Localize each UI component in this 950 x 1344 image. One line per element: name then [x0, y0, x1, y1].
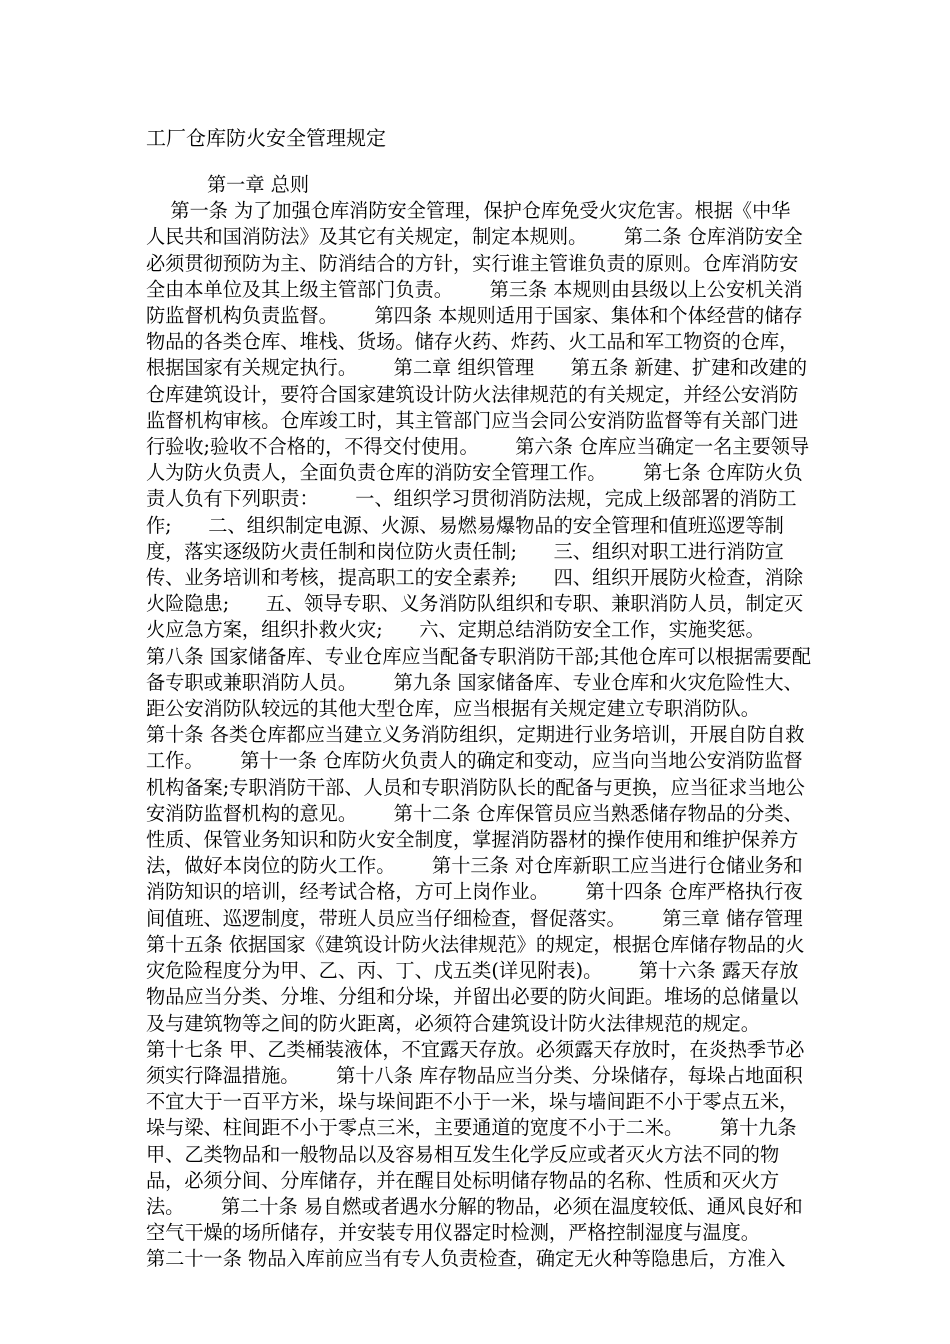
text-line: 人为防火负责人，全面负责仓库的消防安全管理工作。 第七条 仓库防火负	[146, 461, 803, 485]
text-line: 行验收;验收不合格的，不得交付使用。 第六条 仓库应当确定一名主要领导	[146, 435, 810, 459]
text-line: 物品的各类仓库、堆栈、货场。储存火药、炸药、火工品和军工物资的仓库，	[146, 330, 799, 354]
document-body	[146, 172, 811, 1273]
text-line: 必须贯彻预防为主、防消结合的方针，实行谁主管谁负责的原则。仓库消防安	[146, 251, 799, 275]
text-line: 第十五条 依据国家《建筑设计防火法律规范》的规定，根据仓库储存物品的火	[146, 932, 805, 956]
text-line: 传、业务培训和考核，提高职工的安全素养; 四、组织开展防火检查，消除	[146, 566, 804, 590]
text-line: 作; 二、组织制定电源、火源、易燃易爆物品的安全管理和值班巡逻等制	[146, 513, 784, 537]
text-line: 火应急方案，组织扑救火灾; 六、定期总结消防安全工作，实施奖惩。	[146, 618, 765, 642]
text-line: 消防知识的培训，经考试合格，方可上岗作业。 第十四条 仓库严格执行夜	[146, 880, 803, 904]
text-line: 须实行降温措施。 第十八条 库存物品应当分类、分垛储存，每垛占地面积	[146, 1063, 803, 1087]
text-line: 备专职或兼职消防人员。 第九条 国家储备库、专业仓库和火灾危险性大、	[146, 670, 803, 694]
text-line: 度，落实逐级防火责任制和岗位防火责任制; 三、组织对职工进行消防宣	[146, 539, 784, 563]
text-line: 人民共和国消防法》及其它有关规定，制定本规则。 第二条 仓库消防安全	[146, 225, 803, 249]
text-line: 全由本单位及其上级主管部门负责。 第三条 本规则由县级以上公安机关消	[146, 277, 803, 301]
text-line: 根据国家有关规定执行。 第二章 组织管理 第五条 新建、扩建和改建的	[146, 356, 808, 380]
text-line: 机构备案;专职消防干部、人员和专职消防队长的配备与更换，应当征求当地公	[146, 775, 805, 799]
text-line: 垛与梁、柱间距不小于零点三米，主要通道的宽度不小于二米。 第十九条	[146, 1116, 797, 1140]
text-line: 第十条 各类仓库都应当建立义务消防组织，定期进行业务培训，开展自防自救	[146, 723, 805, 747]
text-line: 及与建筑物等之间的防火距离，必须符合建筑设计防火法律规范的规定。	[146, 1011, 760, 1035]
text-line: 火险隐患; 五、领导专职、义务消防队组织和专职、兼职消防人员，制定灭	[146, 592, 804, 616]
text-line: 间值班、巡逻制度，带班人员应当仔细检查，督促落实。 第三章 储存管理	[146, 906, 803, 930]
text-line: 第十七条 甲、乙类桶装液体，不宜露天存放。必须露天存放时，在炎热季节必	[146, 1037, 805, 1061]
text-line: 安消防监督机构的意见。 第十二条 仓库保管员应当熟悉储存物品的分类、	[146, 801, 803, 825]
text-line: 监督机构审核。仓库竣工时，其主管部门应当会同公安消防监督等有关部门进	[146, 408, 799, 432]
text-line: 空气干燥的场所储存，并安装专用仪器定时检测，严格控制湿度与温度。	[146, 1221, 760, 1245]
text-line: 灾危险程度分为甲、乙、丙、丁、戊五类(详见附表)。 第十六条 露天存放	[146, 959, 799, 983]
text-line: 物品应当分类、分堆、分组和分垛，并留出必要的防火间距。堆场的总储量以	[146, 985, 799, 1009]
text-line: 责人负有下列职责： 一、组织学习贯彻消防法规，完成上级部署的消防工	[146, 487, 797, 511]
text-line: 仓库建筑设计，要符合国家建筑设计防火法律规范的有关规定，并经公安消防	[146, 382, 799, 406]
text-line: 第一章 总则	[146, 173, 310, 196]
text-line: 性质、保管业务知识和防火安全制度，掌握消防器材的操作使用和维护保养方	[146, 828, 799, 852]
text-line: 法。 第二十条 易自燃或者遇水分解的物品，必须在温度较低、通风良好和	[146, 1194, 803, 1218]
text-line: 工作。 第十一条 仓库防火负责人的确定和变动，应当向当地公安消防监督	[146, 749, 803, 773]
document-title: 工厂仓库防火安全管理规定	[146, 126, 386, 150]
text-line: 品，必须分间、分库储存，并在醒目处标明储存物品的名称、性质和灭火方	[146, 1168, 780, 1192]
text-line: 第二十一条 物品入库前应当有专人负责检查，确定无火种等隐患后，方准入	[146, 1247, 786, 1271]
text-line: 防监督机构负责监督。 第四条 本规则适用于国家、集体和个体经营的储存	[146, 304, 803, 328]
text-line: 不宜大于一百平方米，垛与垛间距不小于一米，垛与墙间距不小于零点五米，	[146, 1090, 799, 1114]
text-line: 法，做好本岗位的防火工作。 第十三条 对仓库新职工应当进行仓储业务和	[146, 854, 803, 878]
text-line: 距公安消防队较远的其他大型仓库，应当根据有关规定建立专职消防队。	[146, 697, 760, 721]
text-line: 第八条 国家储备库、专业仓库应当配备专职消防干部;其他仓库可以根据需要配	[146, 644, 811, 668]
text-line: 第一条 为了加强仓库消防安全管理，保护仓库免受火灾危害。根据《中华	[146, 199, 791, 223]
text-line: 甲、乙类物品和一般物品以及容易相互发生化学反应或者灭火方法不同的物	[146, 1142, 780, 1166]
